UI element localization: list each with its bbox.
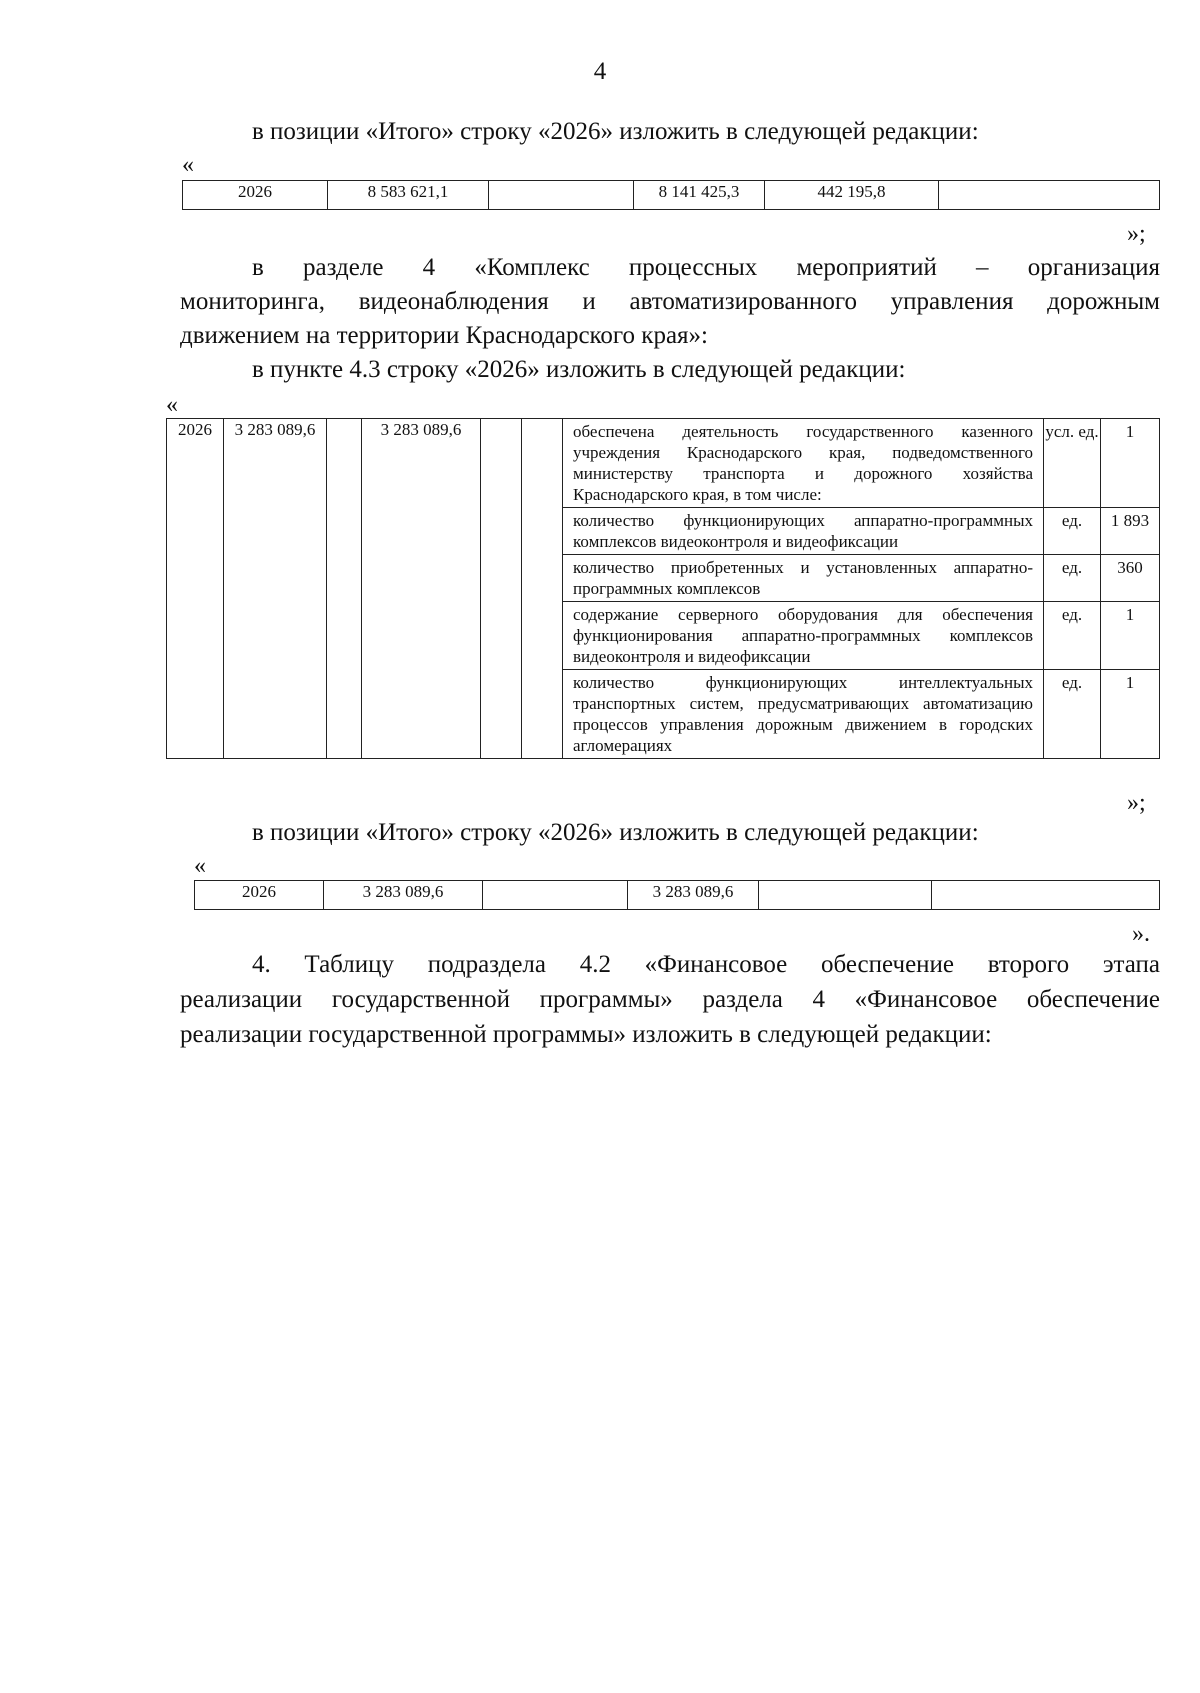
- indicator-value: 360: [1101, 555, 1160, 602]
- paragraph-item-4-line-3: реализации государственной программы» изложить в следующей редакции:: [180, 1021, 992, 1048]
- indicator-text: обеспечена деятельность государственного казенного учреждения Краснодарского края, подведомственного министерству транспорта и дорожного хозяйства Краснодарского края, в том числе:: [563, 419, 1044, 508]
- paragraph-item-4-line-1: 4. Таблицу подраздела 4.2 «Финансовое обеспечение второго этапа: [252, 951, 1161, 978]
- table-cell-local: 442 195,8: [765, 181, 939, 210]
- indicator-value: 1: [1101, 602, 1160, 670]
- paragraph-point-4-3: в пункте 4.3 строку «2026» изложить в следующей редакции:: [252, 356, 906, 383]
- indicator-text: количество функционирующих аппаратно-программных комплексов видеоконтроля и видеофиксации: [563, 508, 1044, 555]
- indicator-unit: ед.: [1044, 508, 1101, 555]
- paragraph-item-4-line-2: реализации государственной программы» раздела 4 «Финансовое обеспечение: [180, 986, 1160, 1013]
- table-cell-other: [932, 881, 1160, 910]
- paragraph-itogo-2: в позиции «Итого» строку «2026» изложить в следующей редакции:: [252, 819, 979, 846]
- close-quote-2: »;: [1127, 790, 1146, 816]
- indicator-value: 1: [1101, 670, 1160, 759]
- table-cell-total: 3 283 089,6: [224, 419, 327, 759]
- paragraph-section-4-line-2: мониторинга, видеонаблюдения и автоматизированного управления дорожным: [180, 288, 1160, 315]
- itogo-table-1: [182, 180, 1160, 210]
- table-cell-other: [522, 419, 563, 759]
- table-cell-other: [939, 181, 1160, 210]
- table-cell-total: 8 583 621,1: [328, 181, 489, 210]
- open-quote-2: «: [166, 392, 178, 418]
- table-cell-local: [481, 419, 522, 759]
- indicator-unit: ед.: [1044, 670, 1101, 759]
- table-cell-regional: 3 283 089,6: [628, 881, 759, 910]
- indicator-unit: ед.: [1044, 602, 1101, 670]
- paragraph-section-4-line-1: в разделе 4 «Комплекс процессных мероприятий – организация: [252, 254, 1161, 281]
- table-cell-federal: [483, 881, 628, 910]
- indicator-value: 1: [1101, 419, 1160, 508]
- table-cell-regional: 3 283 089,6: [362, 419, 481, 759]
- table-row: [167, 419, 1160, 508]
- close-quote-3: ».: [1132, 921, 1150, 947]
- close-quote-1: »;: [1127, 221, 1146, 247]
- table-cell-year: 2026: [167, 419, 224, 759]
- open-quote-3: «: [194, 853, 206, 879]
- point-4-3-table: [166, 418, 1160, 759]
- table-cell-total: 3 283 089,6: [324, 881, 483, 910]
- indicator-text: количество приобретенных и установленных аппаратно-программных комплексов: [563, 555, 1044, 602]
- table-row: [195, 881, 1160, 910]
- indicator-text: содержание серверного оборудования для обеспечения функционирования аппаратно-программных комплексов видеоконтроля и видеофиксации: [563, 602, 1044, 670]
- page-number: 4: [593, 58, 607, 85]
- indicator-unit: ед.: [1044, 555, 1101, 602]
- indicator-text: количество функционирующих интеллектуальных транспортных систем, предусматривающих автоматизацию процессов управления дорожным движением в городских агломерациях: [563, 670, 1044, 759]
- table-cell-local: [759, 881, 932, 910]
- paragraph-section-4-line-3: движением на территории Краснодарского края»:: [180, 322, 708, 349]
- indicator-value: 1 893: [1101, 508, 1160, 555]
- table-cell-federal: [327, 419, 362, 759]
- table-cell-federal: [489, 181, 634, 210]
- indicator-unit: усл. ед.: [1044, 419, 1101, 508]
- open-quote-1: «: [182, 152, 194, 178]
- paragraph-itogo-1: в позиции «Итого» строку «2026» изложить в следующей редакции:: [252, 118, 979, 145]
- table-row: [183, 181, 1160, 210]
- table-cell-year: 2026: [195, 881, 324, 910]
- itogo-table-2: [194, 880, 1160, 910]
- table-cell-year: 2026: [183, 181, 328, 210]
- table-cell-regional: 8 141 425,3: [634, 181, 765, 210]
